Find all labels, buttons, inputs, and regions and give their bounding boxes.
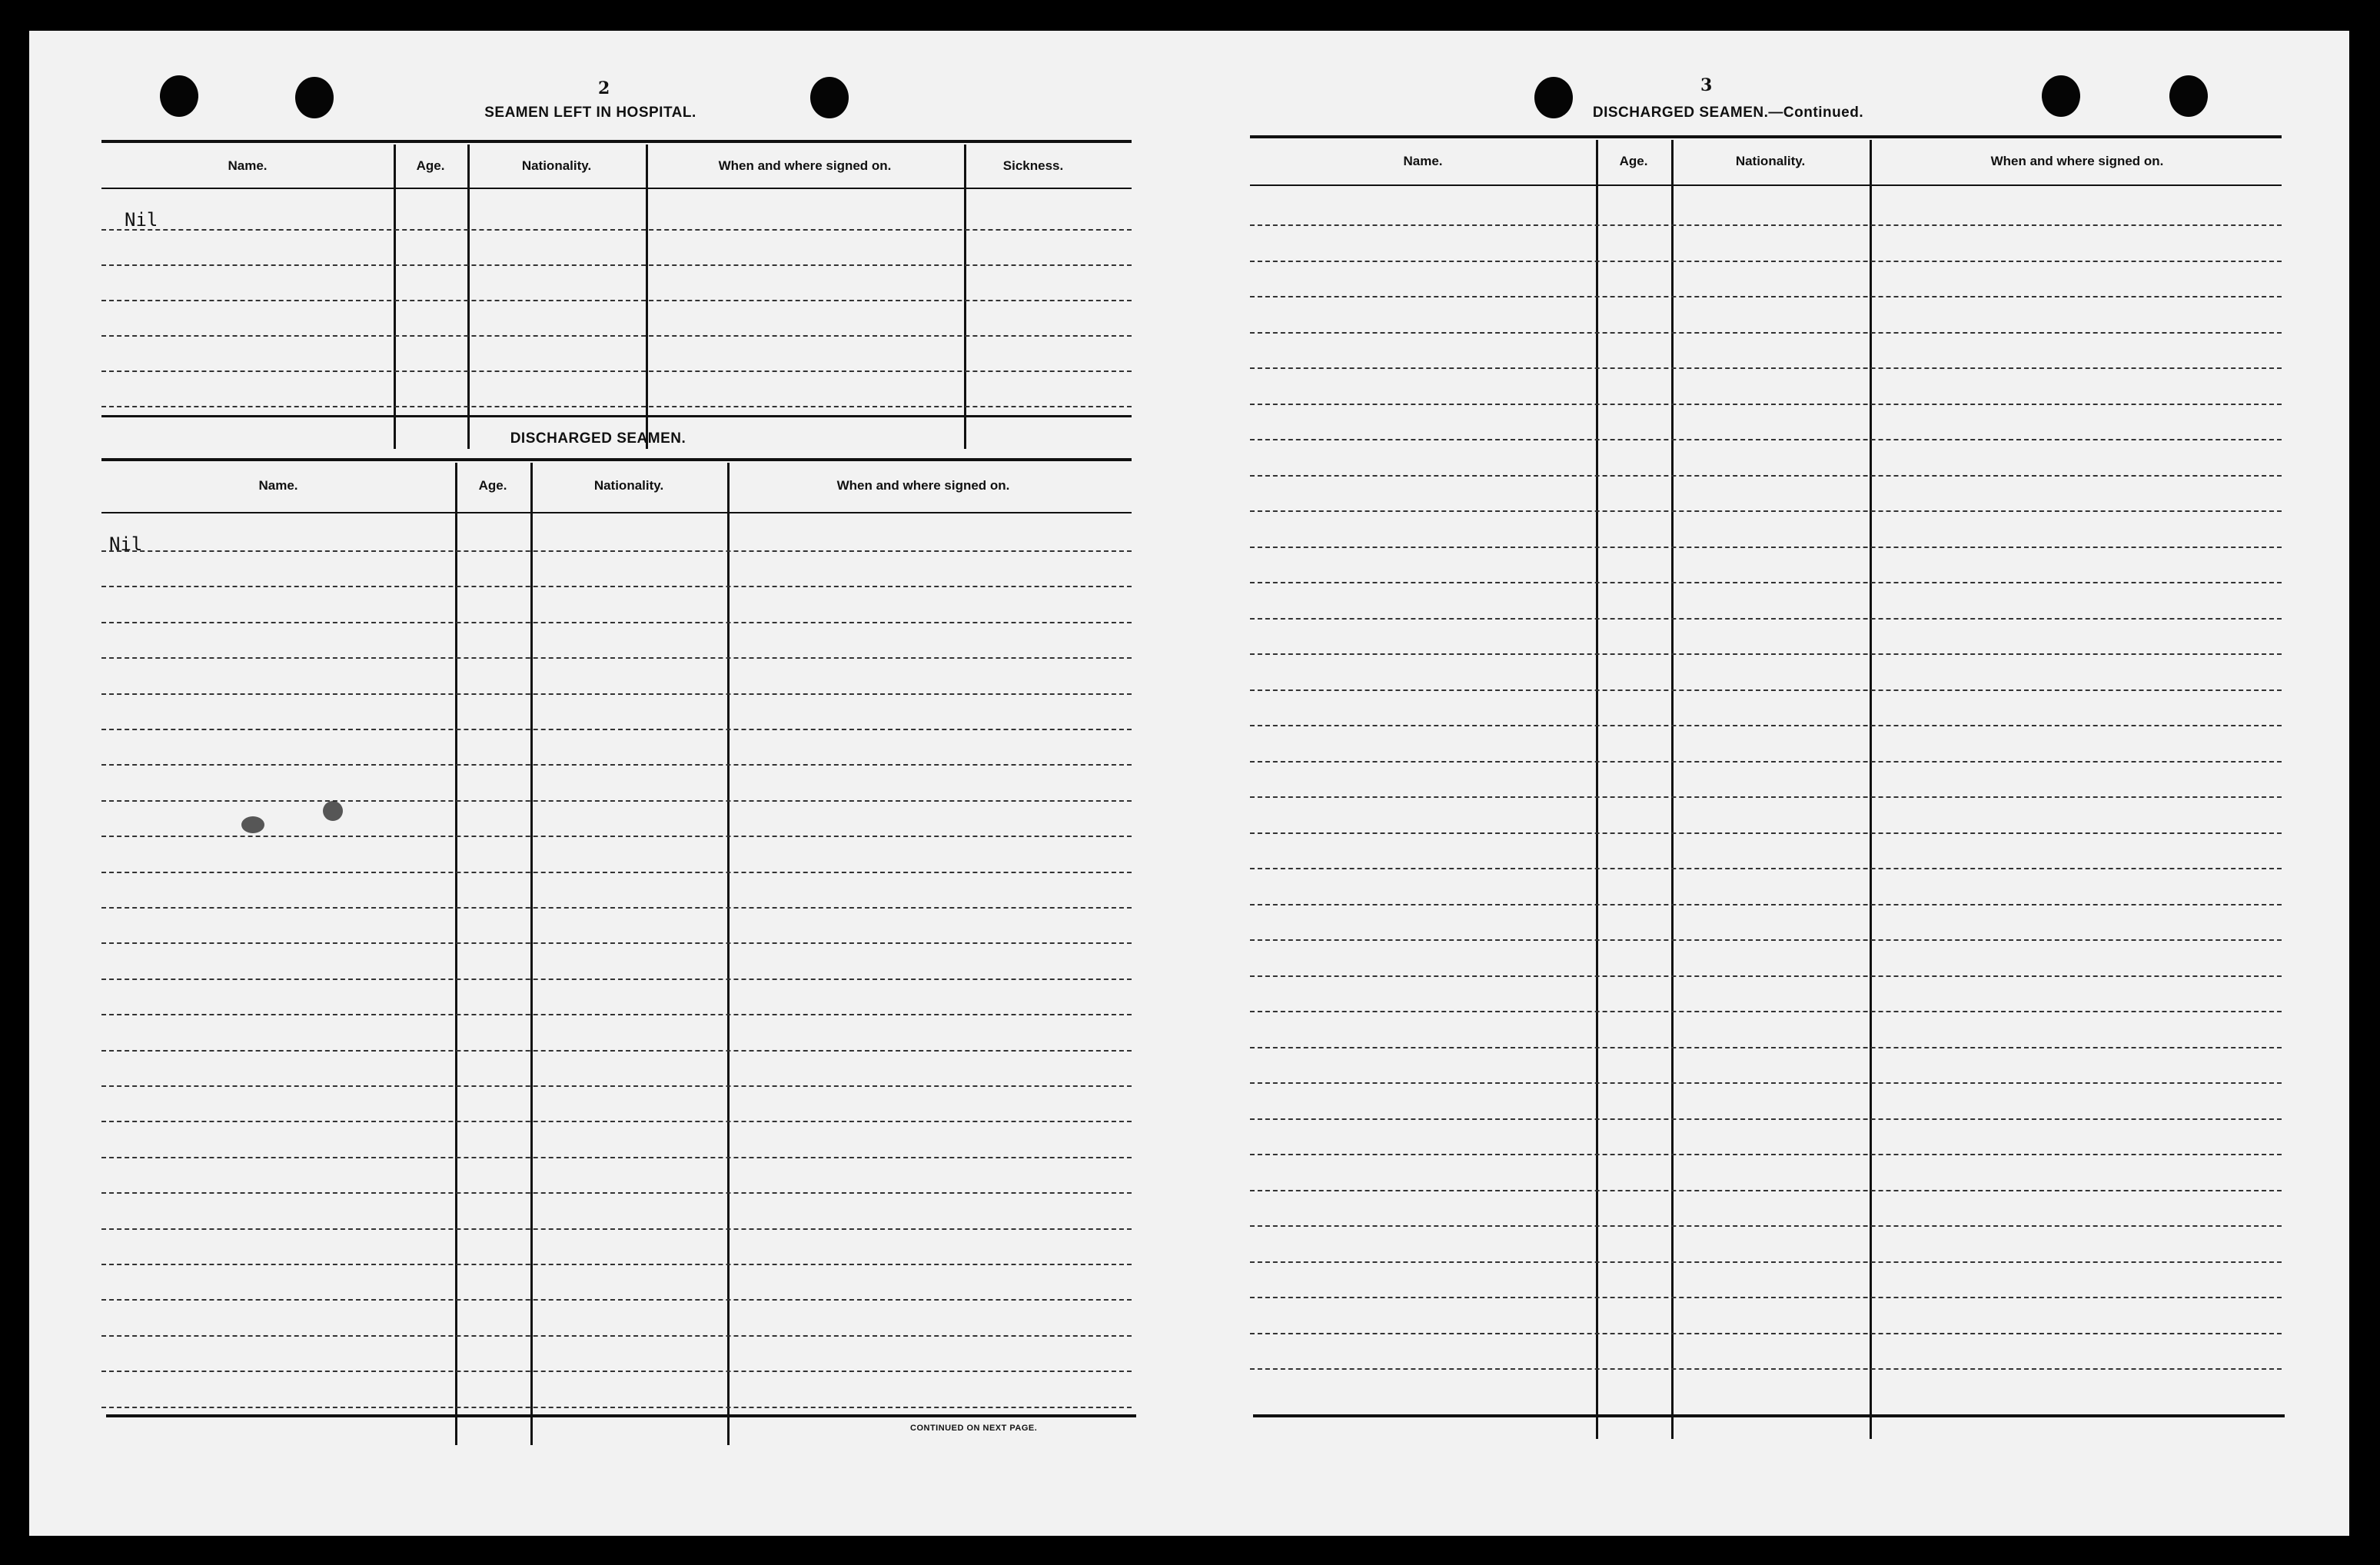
- punch-hole: [2169, 75, 2208, 117]
- discharged-section-title: DISCHARGED SEAMEN.: [510, 430, 686, 447]
- row-ruling: [1250, 868, 2282, 869]
- row-ruling: [101, 872, 1132, 873]
- row-ruling: [101, 979, 1132, 980]
- page-number: 3: [1700, 75, 1713, 95]
- row-ruling: [101, 335, 1132, 337]
- column-header-nationality: Nationality.: [1735, 154, 1806, 168]
- punch-hole: [160, 75, 198, 117]
- row-ruling: [101, 1085, 1132, 1087]
- row-ruling: [101, 229, 1132, 231]
- row-ruling: [1250, 653, 2282, 655]
- document-sheet: [29, 31, 2349, 1536]
- column-header-nationality: Nationality.: [521, 158, 592, 173]
- row-ruling: [1250, 618, 2282, 620]
- column-header-signed-on: When and where signed on.: [718, 158, 892, 173]
- header-underline: [101, 512, 1132, 513]
- column-divider: [1596, 140, 1598, 1439]
- punch-hole: [810, 77, 849, 118]
- row-ruling: [101, 1050, 1132, 1052]
- column-divider: [455, 463, 457, 1445]
- row-ruling: [101, 729, 1132, 730]
- row-ruling: [101, 264, 1132, 266]
- row-ruling: [101, 1299, 1132, 1301]
- row-ruling: [1250, 1225, 2282, 1227]
- column-divider: [646, 145, 648, 449]
- hospital-entry-nil: Nil: [125, 209, 158, 231]
- row-ruling: [101, 764, 1132, 766]
- row-ruling: [1250, 404, 2282, 405]
- column-divider: [964, 145, 966, 449]
- row-ruling: [101, 300, 1132, 301]
- column-header-age: Age.: [478, 478, 507, 493]
- row-ruling: [101, 406, 1132, 407]
- row-ruling: [1250, 439, 2282, 440]
- table-top-rule: [101, 140, 1132, 143]
- row-ruling: [1250, 689, 2282, 691]
- row-ruling: [101, 1014, 1132, 1015]
- column-header-name: Name.: [228, 158, 268, 173]
- column-header-sickness: Sickness.: [1002, 158, 1064, 173]
- punch-hole: [2042, 75, 2080, 117]
- ink-smudge: [241, 816, 264, 833]
- continued-note: CONTINUED ON NEXT PAGE.: [910, 1424, 1038, 1433]
- hospital-section-title: SEAMEN LEFT IN HOSPITAL.: [484, 105, 696, 121]
- row-ruling: [1250, 1297, 2282, 1298]
- page-number: 2: [598, 78, 610, 98]
- row-ruling: [101, 586, 1132, 587]
- discharged-continued-title: DISCHARGED SEAMEN.—Continued.: [1592, 105, 1864, 121]
- row-ruling: [1250, 261, 2282, 262]
- row-ruling: [1250, 1190, 2282, 1191]
- row-ruling: [1250, 1261, 2282, 1263]
- table-bottom-rule: [1253, 1414, 2285, 1417]
- row-ruling: [1250, 761, 2282, 763]
- column-header-age: Age.: [1619, 154, 1648, 168]
- row-ruling: [101, 693, 1132, 695]
- row-ruling: [101, 1121, 1132, 1122]
- row-ruling: [1250, 367, 2282, 369]
- row-ruling: [1250, 582, 2282, 583]
- column-divider: [1671, 140, 1674, 1439]
- table-bottom-rule: [101, 415, 1132, 417]
- column-divider: [727, 463, 730, 1445]
- row-ruling: [1250, 1154, 2282, 1155]
- row-ruling: [1250, 1368, 2282, 1370]
- row-ruling: [101, 1335, 1132, 1337]
- row-ruling: [1250, 1047, 2282, 1048]
- table-top-rule: [101, 458, 1132, 461]
- row-ruling: [101, 550, 1132, 552]
- column-header-nationality: Nationality.: [593, 478, 664, 493]
- row-ruling: [1250, 224, 2282, 226]
- row-ruling: [101, 907, 1132, 909]
- row-ruling: [101, 622, 1132, 623]
- row-ruling: [1250, 1082, 2282, 1084]
- row-ruling: [101, 1192, 1132, 1194]
- column-header-signed-on: When and where signed on.: [1990, 154, 2164, 168]
- row-ruling: [1250, 296, 2282, 297]
- row-ruling: [101, 836, 1132, 837]
- row-ruling: [1250, 904, 2282, 905]
- row-ruling: [1250, 832, 2282, 834]
- column-divider: [1870, 140, 1872, 1439]
- row-ruling: [1250, 475, 2282, 477]
- row-ruling: [101, 657, 1132, 659]
- row-ruling: [1250, 547, 2282, 548]
- row-ruling: [101, 942, 1132, 944]
- header-underline: [101, 188, 1132, 189]
- row-ruling: [1250, 510, 2282, 512]
- table-bottom-rule: [106, 1414, 1136, 1417]
- ink-smudge: [323, 801, 343, 821]
- column-header-signed-on: When and where signed on.: [836, 478, 1010, 493]
- column-header-age: Age.: [416, 158, 445, 173]
- row-ruling: [1250, 796, 2282, 798]
- row-ruling: [101, 370, 1132, 372]
- row-ruling: [1250, 939, 2282, 941]
- column-header-name: Name.: [258, 478, 298, 493]
- row-ruling: [1250, 1333, 2282, 1334]
- row-ruling: [1250, 1011, 2282, 1012]
- header-underline: [1250, 184, 2282, 186]
- row-ruling: [101, 1157, 1132, 1158]
- row-ruling: [101, 1264, 1132, 1265]
- table-top-rule: [1250, 135, 2282, 138]
- column-divider: [467, 145, 470, 449]
- row-ruling: [101, 1371, 1132, 1372]
- row-ruling: [101, 800, 1132, 802]
- row-ruling: [1250, 975, 2282, 977]
- column-divider: [394, 145, 396, 449]
- row-ruling: [101, 1228, 1132, 1230]
- discharged-entry-nil: Nil: [109, 533, 143, 555]
- column-header-name: Name.: [1403, 154, 1443, 168]
- punch-hole: [295, 77, 334, 118]
- column-divider: [530, 463, 533, 1445]
- row-ruling: [101, 1407, 1132, 1408]
- row-ruling: [1250, 1118, 2282, 1120]
- row-ruling: [1250, 725, 2282, 726]
- row-ruling: [1250, 332, 2282, 334]
